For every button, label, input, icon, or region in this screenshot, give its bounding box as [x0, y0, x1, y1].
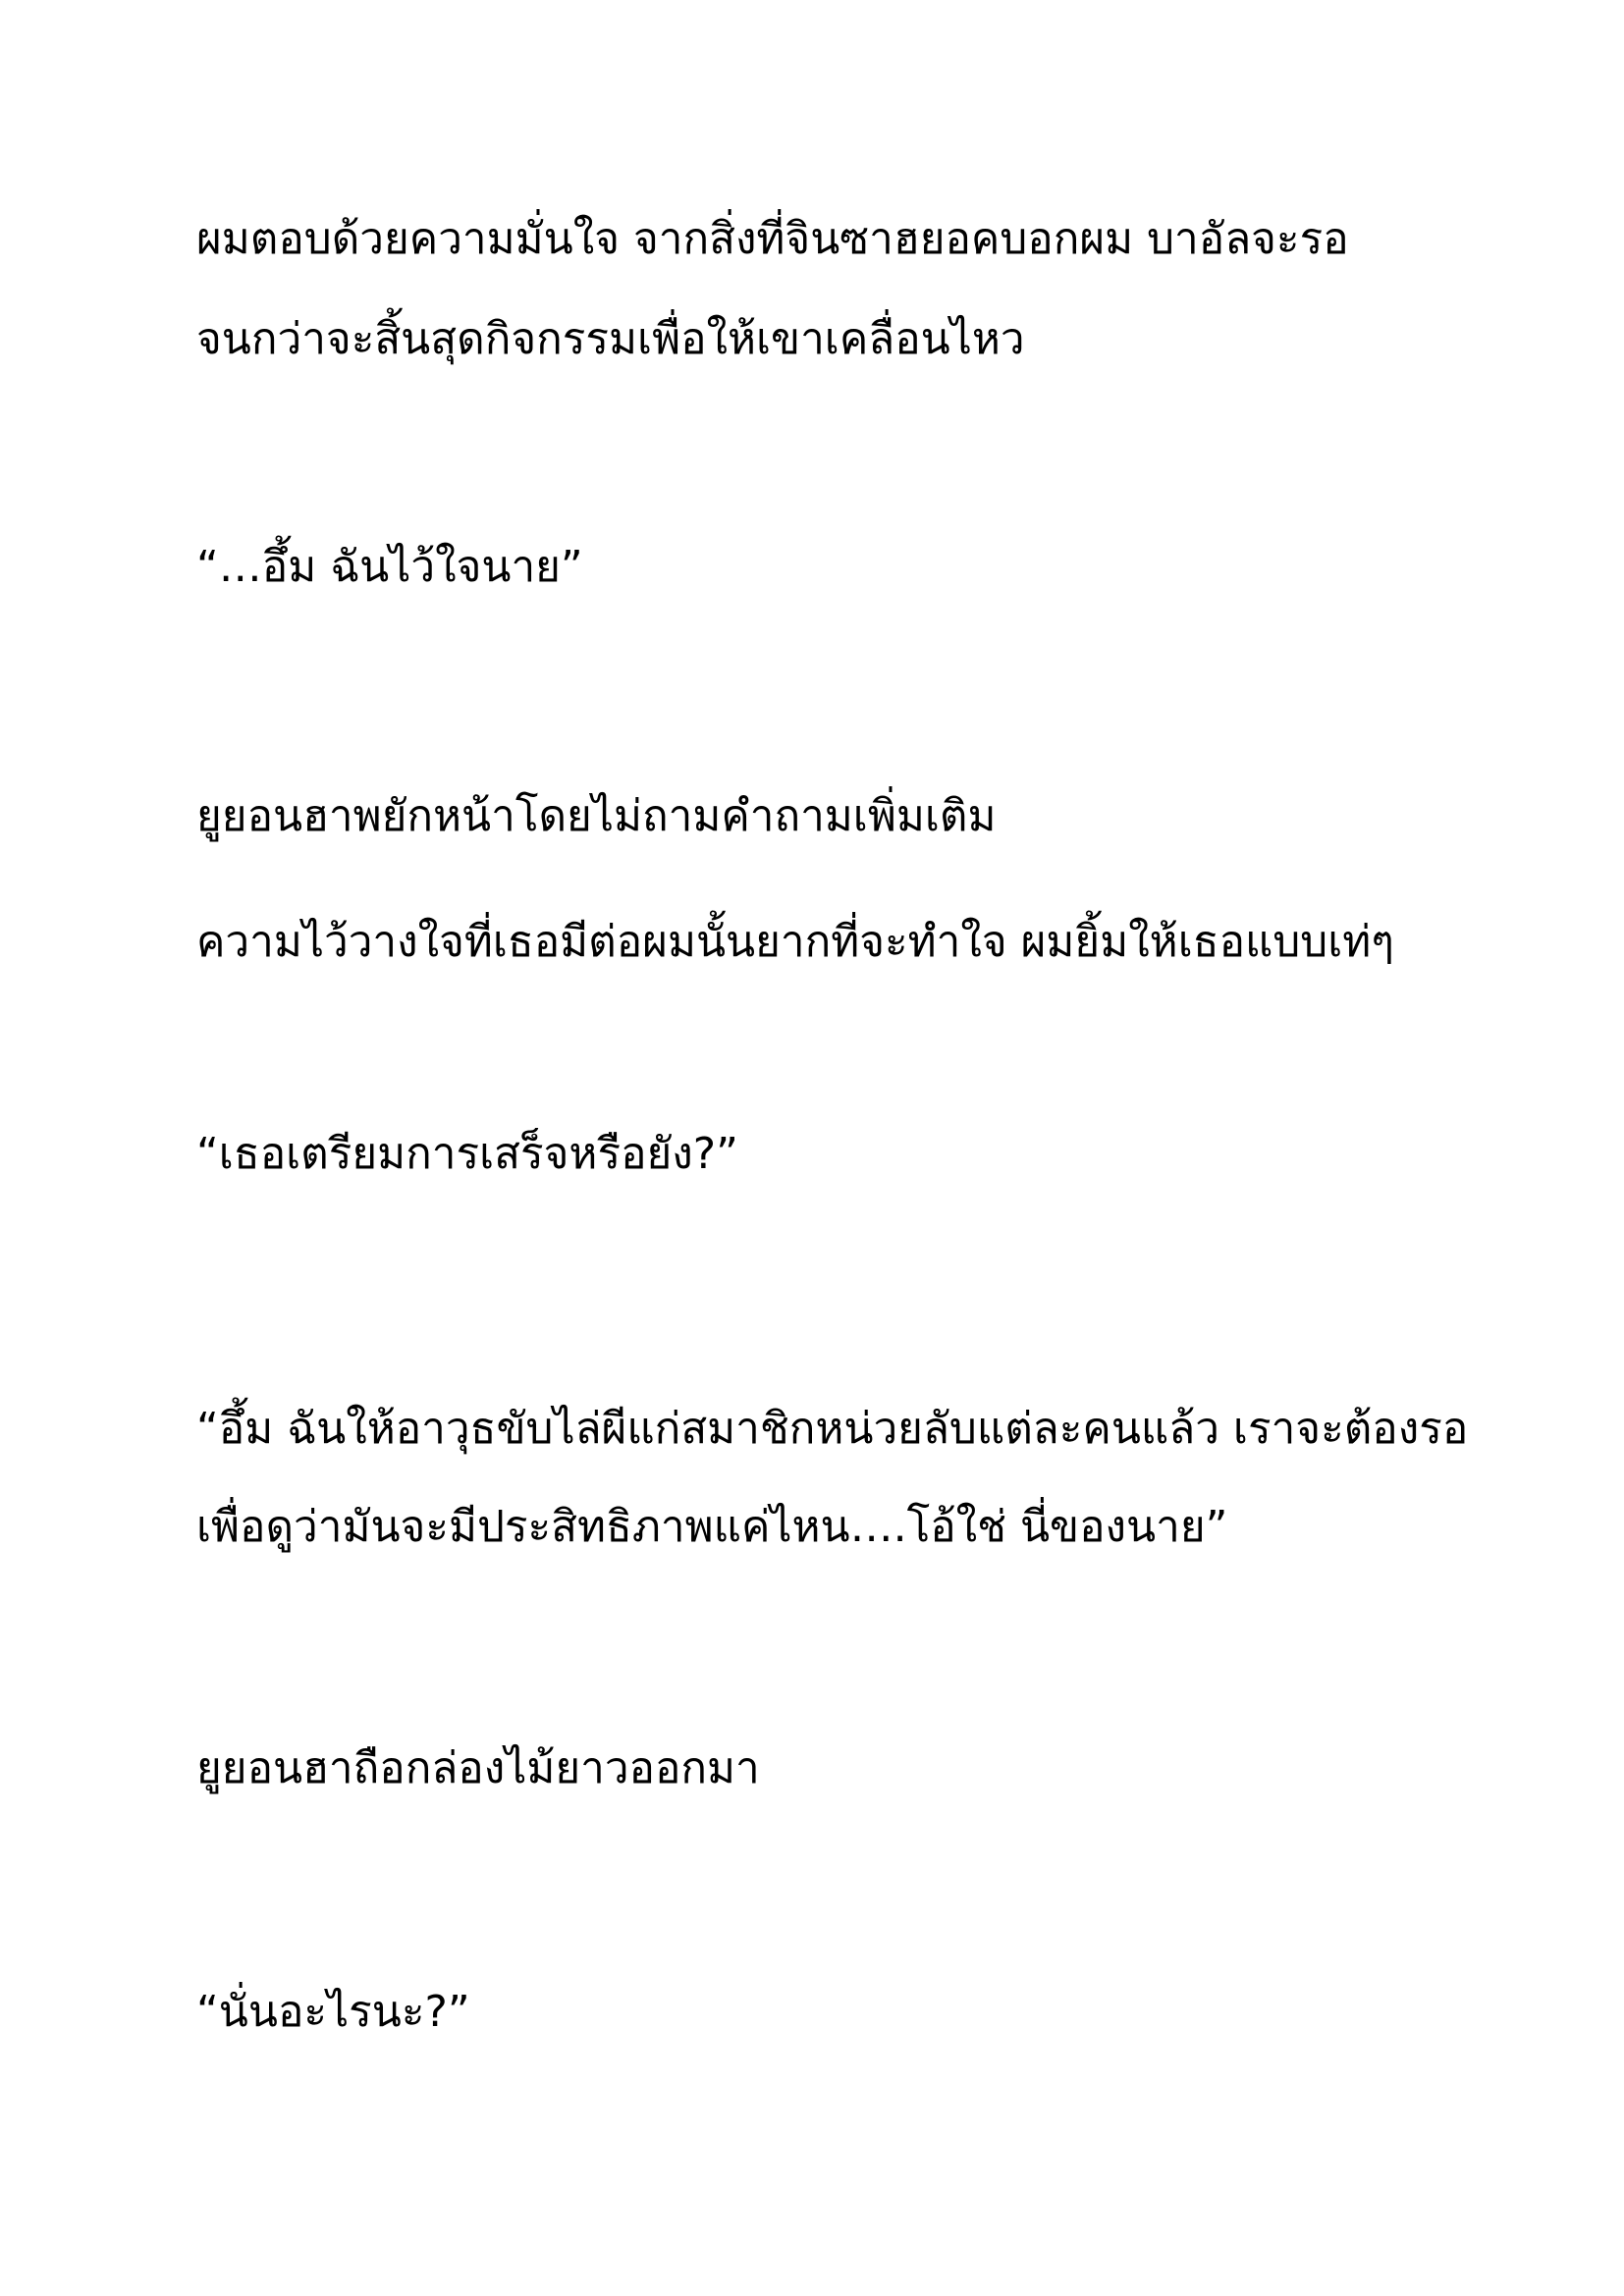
text-line: จนกว่าจะสิ้นสุดกิจกรรมเพื่อให้เขาเคลื่อนไหว: [196, 314, 1025, 364]
dialogue-line: “เธอเตรียมการเสร็จหรือยัง?”: [196, 1129, 738, 1179]
text-line: ยูยอนฮาพยักหน้าโดยไม่ถามคำถามเพิ่มเติม: [196, 791, 997, 841]
dialogue-line: “…อึ้ม ฉันไว้ใจนาย”: [196, 542, 583, 592]
dialogue-line: เพื่อดูว่ามันจะมีประสิทธิภาพแค่ไหน….โอ้ใช่ นี่ของนาย”: [196, 1502, 1228, 1552]
text-line: ยูยอนฮาถือกล่องไม้ยาวออกมา: [196, 1743, 760, 1793]
text-line: ความไว้วางใจที่เธอมีต่อผมนั้นยากที่จะทำใจ ผมยิ้มให้เธอแบบเท่ๆ: [196, 917, 1394, 967]
dialogue-line: “นั่นอะไรนะ?”: [196, 1987, 470, 2037]
text-line: ผมตอบด้วยความมั่นใจ จากสิ่งที่จินซาฮยอคบอกผม บาอัลจะรอ: [196, 214, 1349, 264]
dialogue-line: “อึ้ม ฉันให้อาวุธขับไล่ผีแก่สมาชิกหน่วยลับแต่ละคนแล้ว เราจะต้องรอ: [196, 1404, 1469, 1454]
